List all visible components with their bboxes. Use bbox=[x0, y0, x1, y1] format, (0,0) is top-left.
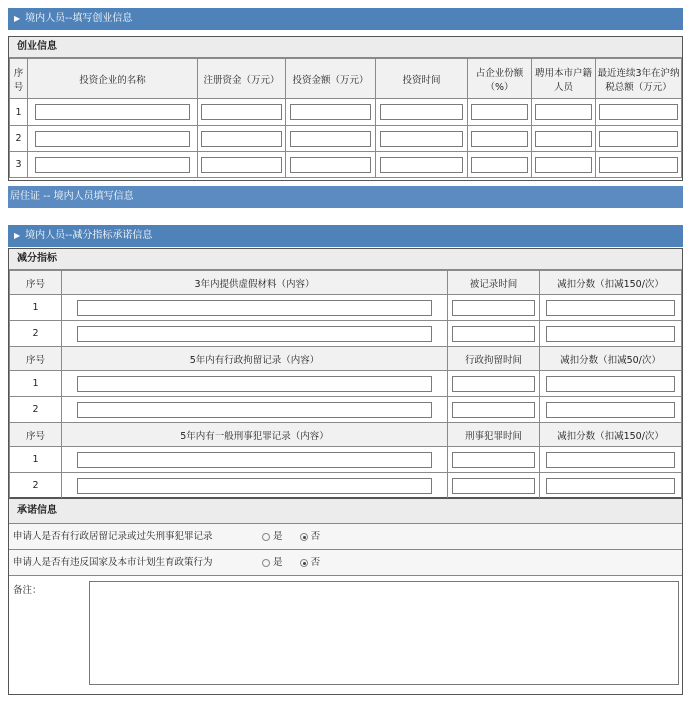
col-local-employees: 聘用本市户籍人员 bbox=[532, 59, 596, 99]
company-name-input[interactable] bbox=[35, 104, 190, 120]
table-row bbox=[10, 371, 682, 397]
radio-selected-icon bbox=[300, 559, 308, 567]
deduction-section-title: 减分指标 bbox=[9, 249, 682, 270]
deduct-score-input[interactable] bbox=[546, 452, 676, 468]
row-seq: 2 bbox=[10, 126, 28, 152]
residence-section-bar bbox=[8, 186, 683, 208]
radio-no[interactable] bbox=[300, 524, 321, 549]
radio-no[interactable] bbox=[300, 550, 321, 575]
company-name-input[interactable] bbox=[35, 157, 190, 173]
col-investment-time: 投资时间 bbox=[376, 59, 468, 99]
pledge-question-label: 申请人是否有行政居留记录或过失刑事犯罪记录 bbox=[13, 531, 213, 542]
col-detention-time: 行政拘留时间 bbox=[448, 347, 540, 371]
table-row bbox=[10, 447, 682, 473]
investment-amount-input[interactable] bbox=[290, 157, 372, 173]
criminal-record-input[interactable] bbox=[77, 478, 431, 494]
pledge-panel bbox=[8, 498, 683, 695]
deduction-table bbox=[9, 270, 682, 499]
pledge-question-label: 申请人是否有违反国家及本市计划生育政策行为 bbox=[13, 557, 213, 568]
deduct-score-input[interactable] bbox=[546, 326, 676, 342]
row-seq: 1 bbox=[10, 99, 28, 126]
pledge-question-detention bbox=[9, 524, 682, 550]
remarks-label: 备注： bbox=[13, 585, 42, 596]
radio-no-label: 否 bbox=[310, 531, 321, 542]
company-name-input[interactable] bbox=[35, 131, 190, 147]
residence-bar-title: 居住证 -- 境内人员填写信息 bbox=[10, 191, 134, 202]
startup-section-title: 创业信息 bbox=[9, 37, 682, 58]
col-investment-amount: 投资金额（万元） bbox=[286, 59, 376, 99]
radio-yes-label: 是 bbox=[273, 531, 283, 542]
row-seq: 1 bbox=[10, 447, 62, 473]
radio-circle-icon bbox=[262, 533, 270, 541]
pledge-section-title: 承诺信息 bbox=[9, 499, 682, 524]
table-row bbox=[10, 152, 682, 178]
share-percent-input[interactable] bbox=[471, 157, 529, 173]
triangle-right-icon: ▶ bbox=[14, 14, 21, 23]
col-registered-capital: 注册资金（万元） bbox=[198, 59, 286, 99]
startup-panel bbox=[8, 36, 683, 181]
detention-record-input[interactable] bbox=[77, 402, 431, 418]
criminal-time-input[interactable] bbox=[452, 478, 536, 494]
col-share-percent: 占企业份额（%） bbox=[468, 59, 532, 99]
deduct-score-input[interactable] bbox=[546, 376, 676, 392]
local-employees-input[interactable] bbox=[535, 157, 593, 173]
col-seq: 序号 bbox=[10, 347, 62, 371]
registered-capital-input[interactable] bbox=[201, 131, 281, 147]
col-false-material: 3年内提供虚假材料（内容） bbox=[62, 271, 448, 295]
startup-table bbox=[9, 58, 682, 178]
radio-selected-icon bbox=[300, 533, 308, 541]
table-row bbox=[10, 321, 682, 347]
table-row bbox=[10, 295, 682, 321]
table-row bbox=[10, 397, 682, 423]
col-deduct-score: 减扣分数（扣减150/次） bbox=[540, 271, 682, 295]
registered-capital-input[interactable] bbox=[201, 157, 281, 173]
detention-record-input[interactable] bbox=[77, 376, 431, 392]
col-detention-record: 5年内有行政拘留记录（内容） bbox=[62, 347, 448, 371]
table-row bbox=[10, 126, 682, 152]
criminal-record-input[interactable] bbox=[77, 452, 431, 468]
row-seq: 1 bbox=[10, 295, 62, 321]
remarks-row bbox=[9, 576, 682, 696]
deduct-score-input[interactable] bbox=[546, 300, 676, 316]
deduct-score-input[interactable] bbox=[546, 478, 676, 494]
detention-time-input[interactable] bbox=[452, 402, 536, 418]
deduction-section-bar bbox=[8, 225, 683, 247]
record-time-input[interactable] bbox=[452, 326, 536, 342]
local-employees-input[interactable] bbox=[535, 131, 593, 147]
triangle-right-icon: ▶ bbox=[14, 231, 21, 240]
col-seq: 序号 bbox=[10, 59, 28, 99]
deduction-bar-title: 境内人员--减分指标承诺信息 bbox=[25, 230, 153, 241]
investment-time-input[interactable] bbox=[380, 131, 464, 147]
col-seq: 序号 bbox=[10, 423, 62, 447]
tax-total-input[interactable] bbox=[599, 131, 677, 147]
pledge-question-family-planning bbox=[9, 550, 682, 576]
investment-amount-input[interactable] bbox=[290, 104, 372, 120]
row-seq: 2 bbox=[10, 397, 62, 423]
false-material-input[interactable] bbox=[77, 300, 431, 316]
table-row bbox=[10, 473, 682, 499]
share-percent-input[interactable] bbox=[471, 104, 529, 120]
deduct-score-input[interactable] bbox=[546, 402, 676, 418]
tax-total-input[interactable] bbox=[599, 157, 677, 173]
col-deduct-score: 减扣分数（扣减50/次） bbox=[540, 347, 682, 371]
record-time-input[interactable] bbox=[452, 300, 536, 316]
col-seq: 序号 bbox=[10, 271, 62, 295]
col-criminal-record: 5年内有一般刑事犯罪记录（内容） bbox=[62, 423, 448, 447]
registered-capital-input[interactable] bbox=[201, 104, 281, 120]
startup-bar-title: 境内人员--填写创业信息 bbox=[25, 13, 133, 24]
col-criminal-time: 刑事犯罪时间 bbox=[448, 423, 540, 447]
col-company-name: 投资企业的名称 bbox=[28, 59, 198, 99]
row-seq: 3 bbox=[10, 152, 28, 178]
investment-time-input[interactable] bbox=[380, 157, 464, 173]
false-material-input[interactable] bbox=[77, 326, 431, 342]
tax-total-input[interactable] bbox=[599, 104, 677, 120]
investment-amount-input[interactable] bbox=[290, 131, 372, 147]
investment-time-input[interactable] bbox=[380, 104, 464, 120]
table-row bbox=[10, 99, 682, 126]
startup-section-bar bbox=[8, 8, 683, 30]
radio-yes-label: 是 bbox=[273, 557, 283, 568]
col-tax-total: 最近连续3年在沪纳税总额（万元） bbox=[596, 59, 682, 99]
row-seq: 2 bbox=[10, 321, 62, 347]
criminal-time-input[interactable] bbox=[452, 452, 536, 468]
local-employees-input[interactable] bbox=[535, 104, 593, 120]
radio-yes[interactable] bbox=[262, 550, 283, 575]
share-percent-input[interactable] bbox=[471, 131, 529, 147]
detention-time-input[interactable] bbox=[452, 376, 536, 392]
radio-no-label: 否 bbox=[310, 557, 321, 568]
col-deduct-score: 减扣分数（扣减150/次） bbox=[540, 423, 682, 447]
remarks-textarea[interactable] bbox=[89, 581, 679, 685]
deduction-panel bbox=[8, 248, 683, 498]
row-seq: 1 bbox=[10, 371, 62, 397]
radio-yes[interactable] bbox=[262, 524, 283, 549]
col-record-time: 被记录时间 bbox=[448, 271, 540, 295]
row-seq: 2 bbox=[10, 473, 62, 499]
radio-circle-icon bbox=[262, 559, 270, 567]
